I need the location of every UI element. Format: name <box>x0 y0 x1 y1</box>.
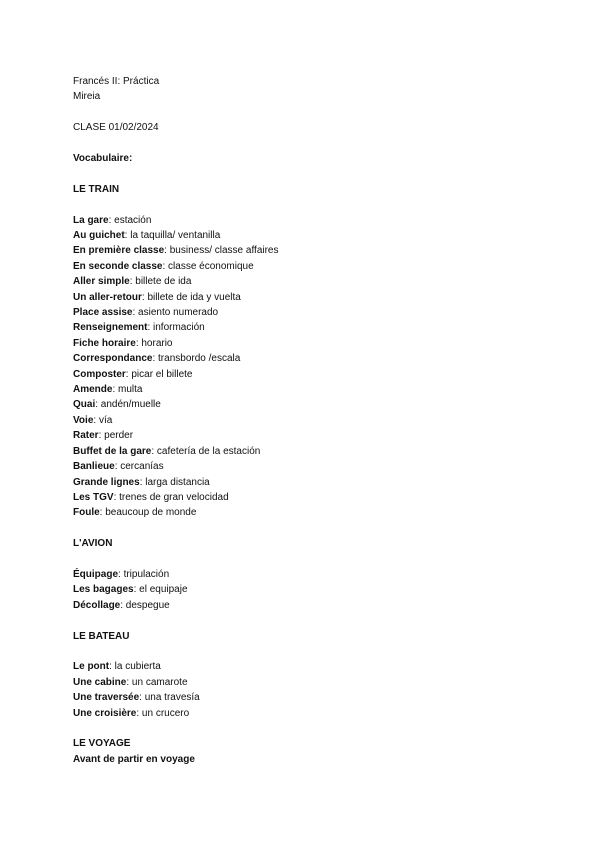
spacer <box>73 105 553 120</box>
spacer <box>73 521 553 536</box>
vocab-item <box>73 243 553 258</box>
spacer <box>73 644 553 659</box>
vocab-definition: : asiento numerado <box>132 307 219 319</box>
vocab-term: En première classe <box>73 245 165 257</box>
vocab-item <box>73 305 553 320</box>
author-name: Mireia <box>73 91 101 103</box>
vocab-term: Foule <box>73 507 100 519</box>
vocab-term: Le pont <box>73 661 110 673</box>
vocab-item <box>73 582 553 597</box>
vocab-item <box>73 690 553 705</box>
vocab-definition: : larga distancia <box>139 476 210 488</box>
section-heading-avion: L'AVION <box>73 538 113 550</box>
vocab-item <box>73 675 553 690</box>
vocab-item <box>73 459 553 474</box>
vocab-definition: : horario <box>135 337 173 349</box>
vocab-term: Une traversée <box>73 692 140 704</box>
vocab-term: Place assise <box>73 307 133 319</box>
vocab-definition: : información <box>147 322 205 334</box>
vocab-item <box>73 397 553 412</box>
vocab-definition: : cercanías <box>114 461 164 473</box>
section-heading-bateau: LE BATEAU <box>73 630 130 642</box>
vocab-term: En seconde classe <box>73 260 163 272</box>
vocab-definition: : la taquilla/ ventanilla <box>124 230 221 241</box>
vocab-term: Les TGV <box>73 491 114 503</box>
vocab-definition: : trenes de gran velocidad <box>113 491 229 503</box>
vocab-term: Buffet de la gare <box>73 445 152 457</box>
vocab-definition: : la cubierta <box>109 661 161 673</box>
vocab-definition: : billete de ida y vuelta <box>141 291 241 303</box>
vocab-item <box>73 490 553 505</box>
section-heading-train: LE TRAIN <box>73 183 120 195</box>
vocab-definition: : una travesía <box>139 692 200 704</box>
vocab-item <box>73 659 553 674</box>
vocab-term: Composter <box>73 368 126 380</box>
vocab-term: Fiche horaire <box>73 337 136 349</box>
vocab-definition: : vía <box>93 414 113 426</box>
section-subheading-voyage: Avant de partir en voyage <box>73 753 195 765</box>
vocab-term: Une cabine <box>73 676 127 688</box>
vocab-definition: : tripulación <box>118 568 170 580</box>
vocab-definition: : picar el billete <box>125 368 193 380</box>
vocab-definition: : el equipaje <box>133 584 188 596</box>
vocab-term: Au guichet <box>73 230 125 241</box>
vocab-list-train <box>73 213 553 521</box>
vocab-term: Amende <box>73 384 113 396</box>
vocabulary-heading: Vocabulaire: <box>73 153 133 164</box>
vocab-item <box>73 351 553 366</box>
vocab-item <box>73 320 553 335</box>
vocab-definition: : estación <box>108 214 152 226</box>
vocab-term: Banlieue <box>73 461 115 473</box>
spacer <box>73 197 553 212</box>
vocab-item <box>73 475 553 490</box>
vocab-item <box>73 382 553 397</box>
spacer <box>73 552 553 567</box>
vocab-term: Renseignement <box>73 322 148 334</box>
vocab-term: Aller simple <box>73 276 130 288</box>
spacer <box>73 613 553 628</box>
vocab-term: Voie <box>73 414 94 426</box>
vocab-definition: : un camarote <box>126 676 188 688</box>
spacer <box>73 166 553 181</box>
vocab-term: Rater <box>73 430 99 442</box>
vocab-definition: : transbordo /escala <box>152 353 241 365</box>
vocab-definition: : business/ classe affaires <box>164 245 279 257</box>
vocab-term: La gare <box>73 214 109 226</box>
vocab-item <box>73 213 553 228</box>
vocab-term: Un aller-retour <box>73 291 142 303</box>
vocab-item <box>73 413 553 428</box>
vocab-list-bateau <box>73 659 553 721</box>
vocab-term: Quai <box>73 399 96 411</box>
vocab-term: Les bagages <box>73 584 134 596</box>
vocab-term: Correspondance <box>73 353 153 365</box>
vocab-term: Décollage <box>73 599 121 611</box>
vocab-definition: : beaucoup de monde <box>99 507 197 519</box>
document-title: Francés II: Práctica <box>73 76 160 87</box>
vocab-definition: : despegue <box>120 599 170 611</box>
vocab-term: Équipage <box>73 568 119 580</box>
document-body <box>73 74 553 767</box>
vocab-definition: : un crucero <box>136 707 190 719</box>
vocab-item <box>73 444 553 459</box>
vocab-list-avion <box>73 567 553 613</box>
vocab-item <box>73 274 553 289</box>
vocab-item <box>73 228 553 243</box>
vocab-definition: : billete de ida <box>129 276 192 288</box>
vocab-item <box>73 367 553 382</box>
spacer <box>73 136 553 151</box>
vocab-item <box>73 598 553 613</box>
vocab-term: Grande lignes <box>73 476 140 488</box>
vocab-definition: : classe économique <box>162 260 254 272</box>
vocab-item <box>73 428 553 443</box>
class-date: CLASE 01/02/2024 <box>73 122 159 134</box>
vocab-item <box>73 706 553 721</box>
vocab-definition: : multa <box>112 384 143 396</box>
vocab-item <box>73 505 553 520</box>
vocab-item <box>73 259 553 274</box>
vocab-definition: : perder <box>98 430 134 442</box>
vocab-item <box>73 290 553 305</box>
vocab-definition: : andén/muelle <box>95 399 161 411</box>
vocab-definition: : cafetería de la estación <box>151 445 261 457</box>
vocab-item <box>73 336 553 351</box>
vocab-term: Une croisière <box>73 707 137 719</box>
spacer <box>73 721 553 736</box>
section-heading-voyage: LE VOYAGE <box>73 738 131 750</box>
vocab-item <box>73 567 553 582</box>
